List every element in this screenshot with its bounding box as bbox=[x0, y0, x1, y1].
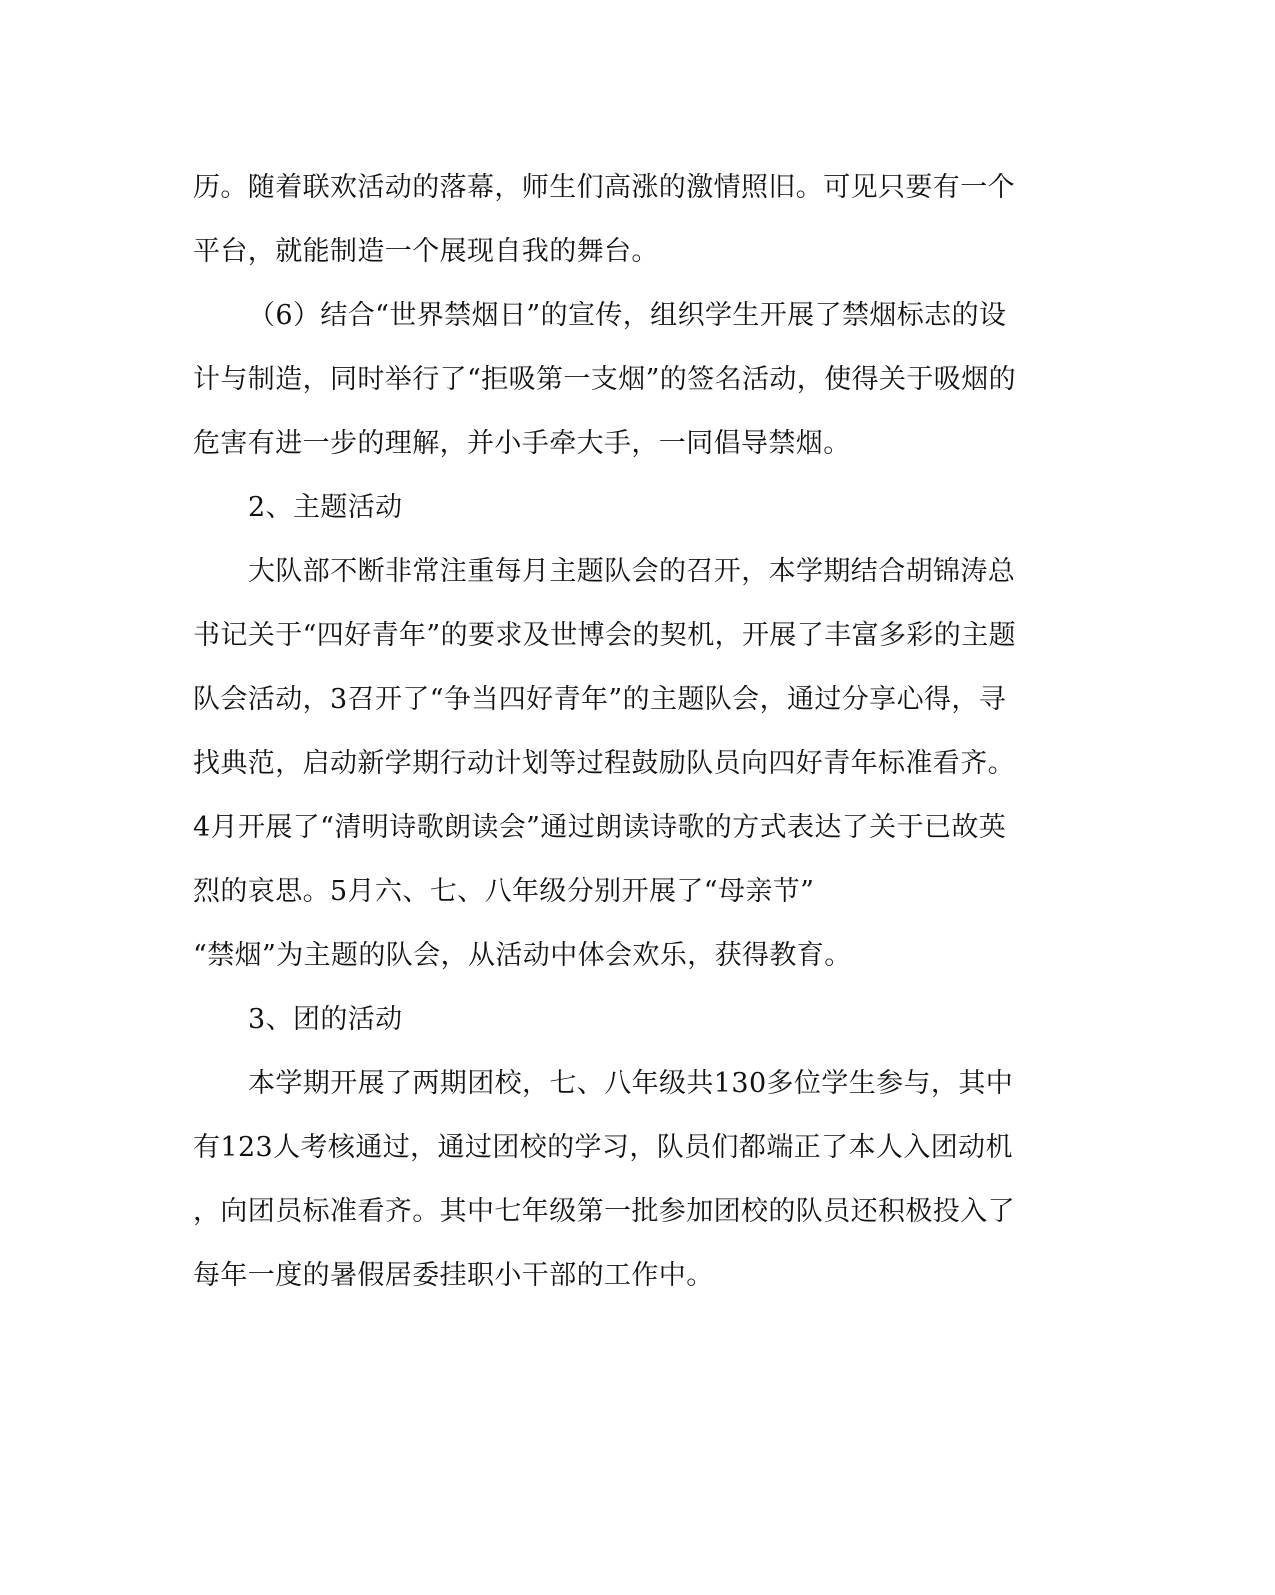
text-line: 有123人考核通过，通过团校的学习，队员们都端正了本人入团动机 bbox=[193, 1132, 1013, 1163]
section-heading-theme-activities: 2、主题活动 bbox=[248, 492, 403, 523]
text-line: 历。随着联欢活动的落幕，师生们高涨的激情照旧。可见只要有一个 bbox=[193, 172, 1015, 203]
text-line: 每年一度的暑假居委挂职小干部的工作中。 bbox=[193, 1260, 714, 1291]
text-line: 书记关于“四好青年”的要求及世博会的契机，开展了丰富多彩的主题 bbox=[193, 620, 1017, 651]
text-line: ，向团员标准看齐。其中七年级第一批参加团校的队员还积极投入了 bbox=[193, 1196, 1015, 1227]
text-line: 4月开展了“清明诗歌朗读会”通过朗读诗歌的方式表达了关于已故英 bbox=[193, 812, 1007, 843]
paragraph-first-line: 本学期开展了两期团校，七、八年级共130多位学生参与，其中 bbox=[248, 1068, 1014, 1099]
text-line: 危害有进一步的理解，并小手牵大手，一同倡导禁烟。 bbox=[193, 428, 851, 459]
text-line: 平台，就能制造一个展现自我的舞台。 bbox=[193, 236, 659, 267]
text-line: 计与制造，同时举行了“拒吸第一支烟”的签名活动，使得关于吸烟的 bbox=[193, 364, 1017, 395]
text-line: 找典范，启动新学期行动计划等过程鼓励队员向四好青年标准看齐。 bbox=[193, 748, 1015, 779]
text-line: 烈的哀思。5月六、七、八年级分别开展了“母亲节” bbox=[193, 876, 815, 907]
paragraph-first-line: （6）结合“世界禁烟日”的宣传，组织学生开展了禁烟标志的设 bbox=[248, 300, 1007, 331]
paragraph-first-line: 大队部不断非常注重每月主题队会的召开，本学期结合胡锦涛总 bbox=[248, 556, 1016, 587]
section-heading-league-activities: 3、团的活动 bbox=[248, 1004, 403, 1035]
text-line: 队会活动，3召开了“争当四好青年”的主题队会，通过分享心得，寻 bbox=[193, 684, 1007, 715]
text-line: “禁烟”为主题的队会，从活动中体会欢乐，获得教育。 bbox=[193, 940, 852, 971]
